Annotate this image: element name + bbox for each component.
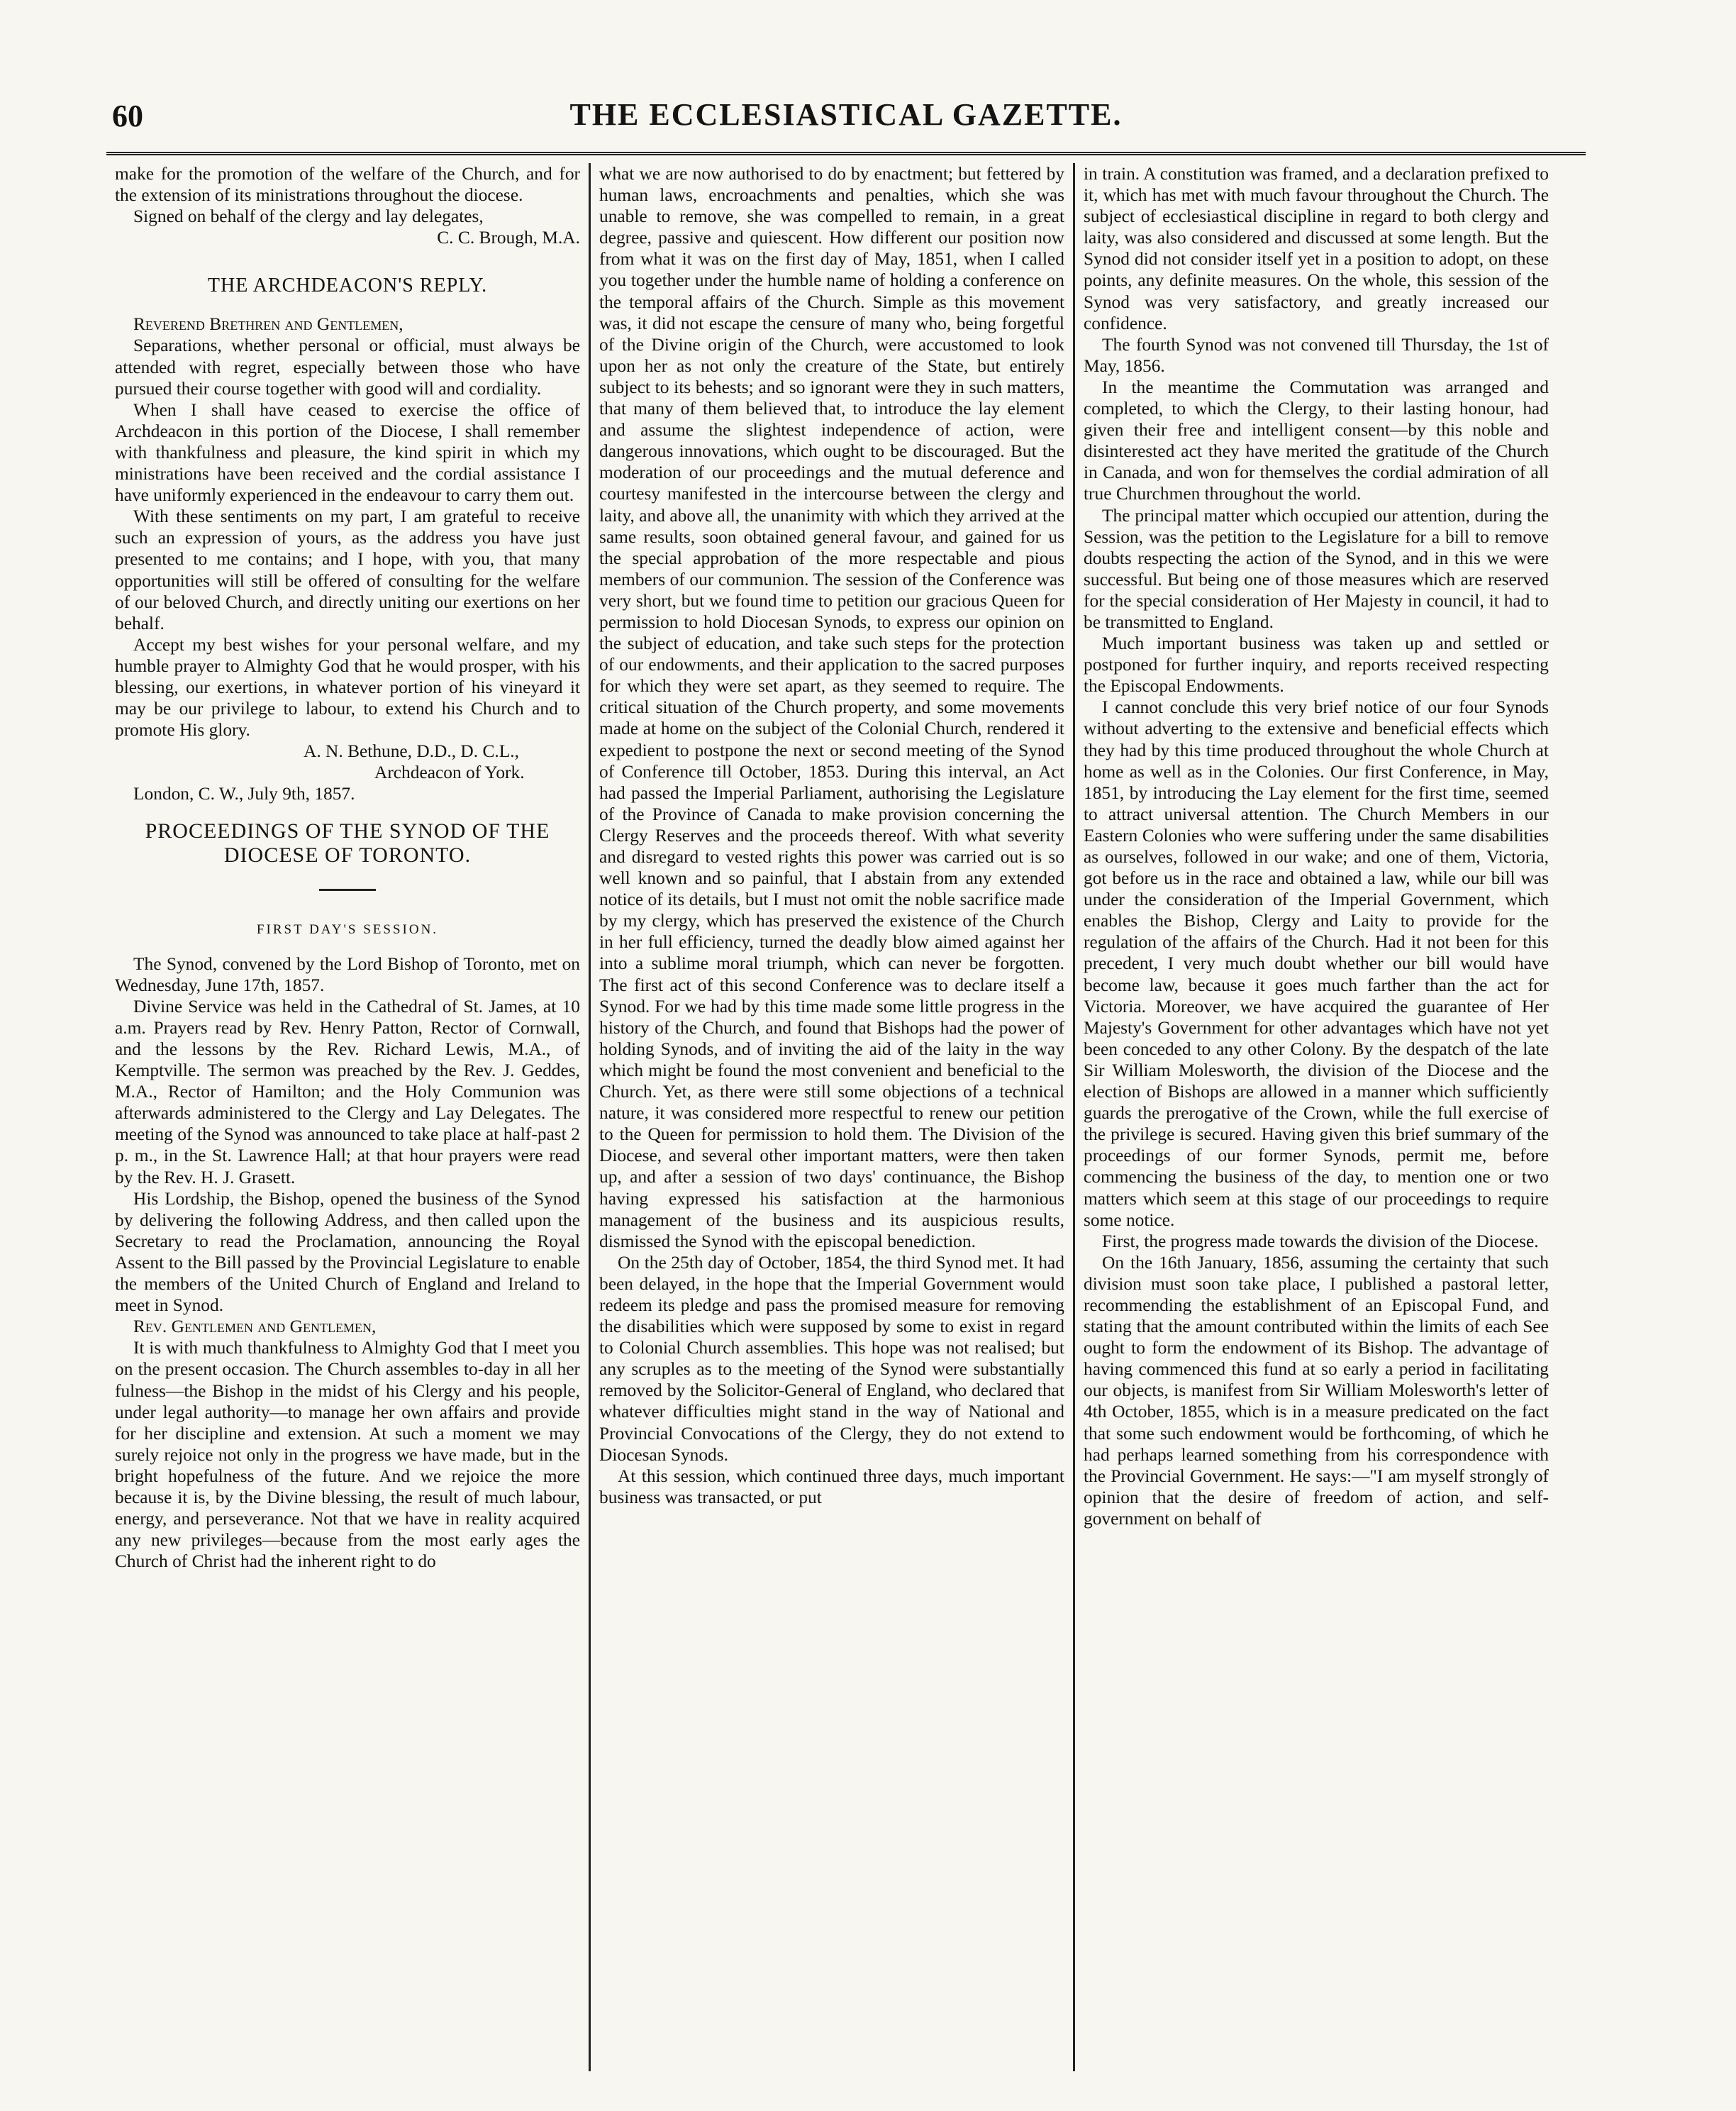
- paragraph: in train. A constitution was framed, and a declaration prefixed to it, which has met with much favour throughout the Church. The subject of ecclesiastical discipline in regard to both clergy and laity, was also considered and discussed at some length. But the Synod did not consider itself yet in a position to adopt, on these points, any definite measures. On the whole, this session of the Synod was very satisfactory, and greatly increased our confidence.: [1084, 164, 1549, 333]
- paragraph: Separations, whether personal or official, must always be attended with regret, especially between those who have pursued their course together with good will and cordiality.: [115, 336, 580, 399]
- signature-name: A. N. Bethune, D.D., D. C.L.,: [304, 741, 519, 762]
- paragraph: His Lordship, the Bishop, opened the business of the Synod by delivering the following Address, and then called upon the Secretary to read the Proclamation, announcing the Royal Assent to the Bill passed by the Provincial Legislature to enable the members of the United Church of England and Ireland to meet in Synod.: [115, 1188, 580, 1316]
- paragraph: On the 25th day of October, 1854, the third Synod met. It had been delayed, in the hope that the Imperial Government would redeem its pledge and pass the promised measure for removing the disabilities which were supposed by some to exist in regard to Colonial Church assemblies. This hope was not realised; but any scruples as to the meeting of the Synod were substantially removed by the Solicitor-General of England, who declared that whatever difficulties might stand in the way of National and Provincial Convocations of the Clergy, they do not extend to Diocesan Synods.: [599, 1252, 1064, 1465]
- paragraph: In the meantime the Commutation was arranged and completed, to which the Clergy, to their lasting honour, had given their free and intelligent consent—by this noble and disinterested act they have merited the gratitude of the Church in Canada, and won for themselves the cordial admiration of all true Churchmen throughout the world.: [1084, 377, 1549, 504]
- journal-title: THE ECCLESIASTICAL GAZETTE.: [569, 97, 1123, 132]
- paragraph: The principal matter which occupied our attention, during the Session, was the petition to the Legislature for a bill to remove doubts respecting the action of the Synod, and in this we were successful. But being one of those measures which are reserved for the special consideration of Her Majesty in council, it had to be transmitted to England.: [1084, 505, 1549, 632]
- running-head: [106, 92, 1586, 149]
- page-number: 60: [112, 99, 143, 133]
- section-heading-proceedings: PROCEEDINGS OF THE SYNOD OF THE DIOCESE OF TORONTO.: [145, 819, 550, 867]
- paragraph: When I shall have ceased to exercise the office of Archdeacon in this portion of the Diocese, I shall remember with thankfulness and pleasure, the kind spirit in which my ministrations have been received and the cordial assistance I have uniformly experienced in the endeavour to carry them out.: [115, 399, 580, 506]
- paragraph: make for the promotion of the welfare of the Church, and for the extension of its ministrations throughout the diocese.: [115, 164, 580, 206]
- column-1: [106, 163, 589, 2071]
- paragraph: The fourth Synod was not convened till Thursday, the 1st of May, 1856.: [1084, 334, 1549, 376]
- paragraph: what we are now authorised to do by enactment; but fettered by human laws, encroachments and penalties, which she was unable to remove, she was compelled to remain, in a great degree, passive and quiescent. How different our position now from what it was on the first day of May, 1851, when I called you together under the humble name of holding a conference on the temporal affairs of the Church. Simple as this movement was, it did not escape the censure of many who, being forgetful of the Divine origin of the Church, were accustomed to look upon her as not only the creature of the State, but entirely subject to its behests; and so ignorant were they in such matters, that many of them believed that, to introduce the lay element and assume the slightest independence of action, were dangerous innovations, which ought to be discouraged. But the moderation of our proceedings and the mutual deference and courtesy manifested in the intercourse between the clergy and laity, and above all, the unanimity with which they arrived at the same results, soon obtained general favour, and gained for us the special approbation of the more respectable and pious members of our communion. The session of the Conference was very short, but we found time to petition our gracious Queen for permission to hold Diocesan Synods, to express our opinion on the subject of education, and take such steps for the protection of our endowments, and their application to the sacred purposes for which they were set apart, as they seemed to require. The critical situation of the Church property, and some movements made at home on the subject of the Colonial Church, rendered it expedient to postpone the next or second meeting of the Synod of Conference till October, 1853. During this interval, an Act had passed the Imperial Parliament, authorising the Legislature of the Province of Canada to make provision concerning the Clergy Reserves and the proceeds thereof. With what severity and disregard to vested rights this power was carried out is so well known and so painful, that I abstain from any extended notice of its details, but I must not omit the noble sacrifice made by my clergy, which has preserved the existence of the Church in her full efficiency, turned the deadly blow aimed against her into a sublime moral triumph, which can never be forgotten. The first act of this second Conference was to declare itself a Synod. For we had by this time made some little progress in the history of the Church, and found that Bishops had the power of holding Synods, and of inviting the aid of the laity in the way which might be found the most convenient and beneficial to the Church. Yet, as there were still some objections of a technical nature, it was considered more respectful to renew our petition to the Queen for permission to hold them. The Division of the Diocese, and several other important matters, were then taken up, and after a session of two days' continuance, the Bishop having expressed his satisfaction at the harmonious management of the business and its auspicious results, dismissed the Synod with the episcopal benediction.: [599, 164, 1064, 1251]
- section-heading-reply: THE ARCHDEACON'S REPLY.: [207, 275, 488, 297]
- signature-title: Archdeacon of York.: [374, 763, 525, 783]
- place-date: London, C. W., July 9th, 1857.: [133, 784, 355, 804]
- paragraph: Much important business was taken up and settled or postponed for further inquiry, and reports received respecting the Episcopal Endowments.: [1084, 633, 1549, 697]
- paragraph: At this session, which continued three days, much important business was transacted, or put: [599, 1465, 1064, 1507]
- subheading-first-day: FIRST DAY'S SESSION.: [256, 921, 439, 937]
- header-rule: [106, 152, 1586, 155]
- gazette-page: [106, 92, 1586, 2078]
- paragraph: On the 16th January, 1856, assuming the certainty that such division must soon take place, I published a pastoral letter, recommending the establishment of an Episcopal Fund, and stating that the amount contributed within the limits of each See ought to form the endowment of its Bishop. The advantage of having commenced this fund at so early a period in facilitating our objects, is manifest from Sir William Molesworth's letter of 4th October, 1855, which is in a measure predicated on the fact that some such endowment would be forthcoming, of which he had perhaps learned something from his correspondence with the Provincial Government. He says:—"I am myself strongly of opinion that the desire of freedom of action, and self-government on behalf of: [1084, 1252, 1549, 1529]
- short-rule: [319, 889, 376, 891]
- salutation: Reverend Brethren and Gentlemen,: [133, 314, 404, 335]
- paragraph: I cannot conclude this very brief notice of our four Synods without adverting to the extensive and beneficial effects which they had by this time produced throughout the whole Church at home as well as in the Colonies. Our first Conference, in May, 1851, by introducing the Lay element for the first time, seemed to attract universal attention. The Church Members in our Eastern Colonies who were suffering under the same disabilities as ourselves, followed in our wake; and one of them, Victoria, got before us in the race and obtained a law, while our bill was under the consideration of the Imperial Government, which enables the Bishop, Clergy and Laity to provide for the regulation of the affairs of the Church. Had it not been for this precedent, I very much doubt whether our bill would have become law, because it goes much farther than the act for Victoria. Moreover, we have acquired the guarantee of Her Majesty's Government for other advantages which have not yet been conceded to any other Colony. By the despatch of the late Sir William Molesworth, the division of the Diocese and the election of Bishops are allowed in a manner which sufficiently guards the prerogative of the Crown, while the full exercise of the privilege is secured. Having given this brief summary of the proceedings of our former Synods, permit me, before commencing the business of the day, to mention one or two matters which seem at this stage of our proceedings to require some notice.: [1084, 697, 1549, 1230]
- text-columns: [106, 163, 1586, 2071]
- signer-name: C. C. Brough, M.A.: [437, 228, 580, 248]
- paragraph: First, the progress made towards the division of the Diocese.: [1102, 1231, 1539, 1251]
- paragraph: The Synod, convened by the Lord Bishop of Toronto, met on Wednesday, June 17th, 1857.: [115, 953, 580, 995]
- paragraph: Divine Service was held in the Cathedral of St. James, at 10 a.m. Prayers read by Rev. Henry Patton, Rector of Cornwall, and the lessons by the Rev. Richard Lewis, M.A., of Kemptville. The sermon was preached by the Rev. J. Geddes, M.A., Rector of Hamilton; and the Holy Communion was afterwards administered to the Clergy and Lay Delegates. The meeting of the Synod was announced to take place at half-past 2 p. m., in the St. Lawrence Hall; at that hour prayers were read by the Rev. H. J. Grasett.: [115, 996, 580, 1187]
- column-3: [1075, 163, 1557, 2071]
- salutation: Rev. Gentlemen and Gentlemen,: [133, 1317, 377, 1337]
- signed-line: Signed on behalf of the clergy and lay delegates,: [133, 206, 484, 227]
- paragraph: With these sentiments on my part, I am grateful to receive such an expression of yours, as the address you have just presented to me contains; and I hope, with you, that many opportunities will still be offered of consulting for the welfare of our beloved Church, and directly uniting our exertions on her behalf.: [115, 506, 580, 633]
- column-2: [591, 163, 1073, 2071]
- paragraph: It is with much thankfulness to Almighty God that I meet you on the present occasion. The Church assembles to-day in all her fulness—the Bishop in the midst of his Clergy and his people, under legal authority—to manage her own affairs and provide for her discipline and extension. At such a moment we may surely rejoice not only in the progress we have made, but in the bright hopefulness of the future. And we rejoice the more because it is, by the Divine blessing, the result of much labour, energy, and perseverance. Not that we have in reality acquired any new privileges—because from the most early ages the Church of Christ had the inherent right to do: [115, 1338, 580, 1572]
- paragraph: Accept my best wishes for your personal welfare, and my humble prayer to Almighty God that he would prosper, with his blessing, our exertions, in whatever portion of his vineyard it may be our privilege to labour, to extend his Church and to promote His glory.: [115, 634, 580, 741]
